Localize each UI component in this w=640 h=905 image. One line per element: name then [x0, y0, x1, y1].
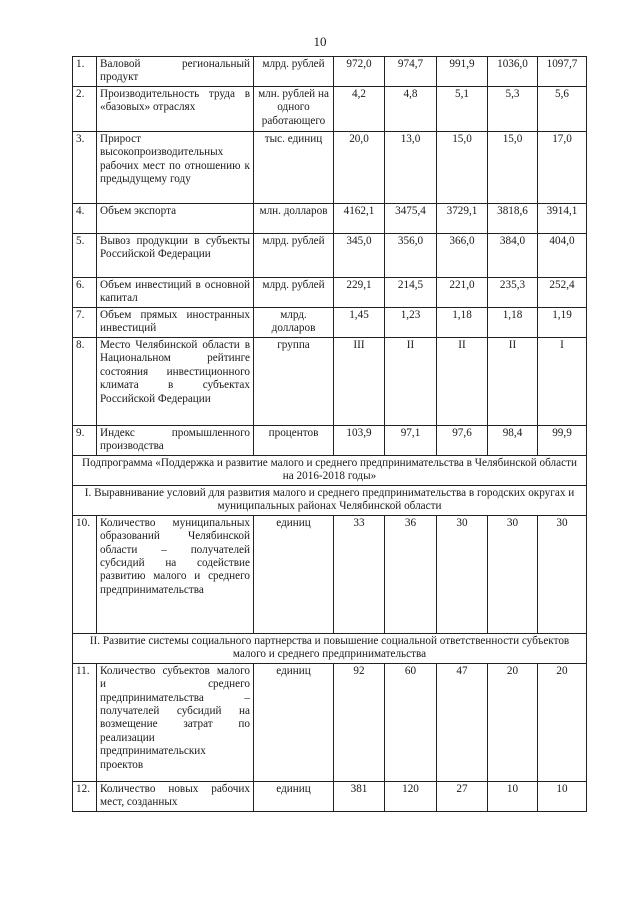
value-cell: 120 [385, 781, 437, 811]
indicator-name: Количество муниципальных образований Челябинской области – получателей субсидий на содействие развитию малого и среднего предпринимательства [97, 515, 254, 633]
value-cell: 4,2 [334, 87, 385, 132]
value-cell: 221,0 [437, 278, 488, 308]
unit-cell: млрд. рублей [254, 57, 334, 87]
indicator-name: Количество новых рабочих мест, созданных [97, 781, 254, 811]
row-number: 5. [73, 234, 97, 278]
value-cell: 3475,4 [385, 204, 437, 234]
table-row [73, 426, 587, 456]
value-cell: 33 [334, 515, 385, 633]
table-row [73, 663, 587, 781]
row-number: 6. [73, 278, 97, 308]
indicators-table [72, 56, 587, 812]
value-cell: 214,5 [385, 278, 437, 308]
unit-cell: единиц [254, 663, 334, 781]
value-cell: 30 [488, 515, 538, 633]
table-row [73, 278, 587, 308]
table-row [73, 234, 587, 278]
row-number: 11. [73, 663, 97, 781]
value-cell: I [538, 338, 587, 426]
unit-cell: единиц [254, 781, 334, 811]
table-row [73, 308, 587, 338]
value-cell: 974,7 [385, 57, 437, 87]
section-row [73, 633, 587, 663]
value-cell: 1,19 [538, 308, 587, 338]
unit-cell: тыс. единиц [254, 132, 334, 204]
value-cell: 20,0 [334, 132, 385, 204]
row-number: 1. [73, 57, 97, 87]
value-cell: 991,9 [437, 57, 488, 87]
value-cell: 103,9 [334, 426, 385, 456]
table-row [73, 204, 587, 234]
value-cell: 5,3 [488, 87, 538, 132]
unit-cell: млрд. долларов [254, 308, 334, 338]
value-cell: 1,23 [385, 308, 437, 338]
value-cell: 5,1 [437, 87, 488, 132]
value-cell: II [437, 338, 488, 426]
table-row [73, 132, 587, 204]
section-row [73, 485, 587, 515]
value-cell: 3914,1 [538, 204, 587, 234]
section-title: I. Выравнивание условий для развития малого и среднего предпринимательства в городских округах и муниципальных районах Челябинской области [73, 485, 587, 515]
value-cell: 5,6 [538, 87, 587, 132]
indicator-name: Место Челябинской области в Национальном рейтинге состояния инвестиционного климата в субъектах Российской Федерации [97, 338, 254, 426]
value-cell: 1,45 [334, 308, 385, 338]
unit-cell: млрд. рублей [254, 234, 334, 278]
row-number: 3. [73, 132, 97, 204]
subprogram-title: Подпрограмма «Поддержка и развитие малого и среднего предпринимательства в Челябинской области на 2016-2018 годы» [73, 455, 587, 485]
value-cell: 381 [334, 781, 385, 811]
value-cell: 13,0 [385, 132, 437, 204]
value-cell: 17,0 [538, 132, 587, 204]
value-cell: 4,8 [385, 87, 437, 132]
unit-cell: процентов [254, 426, 334, 456]
section-title: II. Развитие системы социального партнерства и повышение социальной ответственности субъектов малого и среднего предпринимательства [73, 633, 587, 663]
value-cell: 404,0 [538, 234, 587, 278]
row-number: 12. [73, 781, 97, 811]
unit-cell: единиц [254, 515, 334, 633]
value-cell: 10 [488, 781, 538, 811]
value-cell: 4162,1 [334, 204, 385, 234]
indicator-name: Индекс промышленного производства [97, 426, 254, 456]
indicator-name: Количество субъектов малого и среднего предпринимательства – получателей субсидий на возмещение затрат по реализации предпринимательских проектов [97, 663, 254, 781]
value-cell: 252,4 [538, 278, 587, 308]
value-cell: 229,1 [334, 278, 385, 308]
value-cell: 97,1 [385, 426, 437, 456]
value-cell: 1,18 [488, 308, 538, 338]
unit-cell: млн. рублей на одного работающего [254, 87, 334, 132]
value-cell: 235,3 [488, 278, 538, 308]
row-number: 7. [73, 308, 97, 338]
value-cell: 99,9 [538, 426, 587, 456]
value-cell: 15,0 [437, 132, 488, 204]
table-row [73, 781, 587, 811]
row-number: 10. [73, 515, 97, 633]
value-cell: III [334, 338, 385, 426]
value-cell: 92 [334, 663, 385, 781]
value-cell: 98,4 [488, 426, 538, 456]
value-cell: 345,0 [334, 234, 385, 278]
indicator-name: Прирост высокопроизводительных рабочих мест по отношению к предыдущему году [97, 132, 254, 204]
row-number: 2. [73, 87, 97, 132]
row-number: 8. [73, 338, 97, 426]
unit-cell: млн. долларов [254, 204, 334, 234]
value-cell: 972,0 [334, 57, 385, 87]
indicator-name: Объем прямых иностранных инвестиций [97, 308, 254, 338]
value-cell: 10 [538, 781, 587, 811]
value-cell: 27 [437, 781, 488, 811]
value-cell: 1,18 [437, 308, 488, 338]
value-cell: 15,0 [488, 132, 538, 204]
unit-cell: группа [254, 338, 334, 426]
page-number: 10 [313, 34, 327, 49]
value-cell: 3818,6 [488, 204, 538, 234]
table-row [73, 57, 587, 87]
value-cell: 20 [538, 663, 587, 781]
value-cell: 366,0 [437, 234, 488, 278]
indicator-name: Объем инвестиций в основной капитал [97, 278, 254, 308]
value-cell: 97,6 [437, 426, 488, 456]
value-cell: 1036,0 [488, 57, 538, 87]
value-cell: 356,0 [385, 234, 437, 278]
value-cell: II [488, 338, 538, 426]
value-cell: 1097,7 [538, 57, 587, 87]
value-cell: 3729,1 [437, 204, 488, 234]
row-number: 9. [73, 426, 97, 456]
row-number: 4. [73, 204, 97, 234]
value-cell: II [385, 338, 437, 426]
value-cell: 30 [437, 515, 488, 633]
value-cell: 60 [385, 663, 437, 781]
subprogram-row [73, 455, 587, 485]
table-row [73, 338, 587, 426]
unit-cell: млрд. рублей [254, 278, 334, 308]
table-row [73, 515, 587, 633]
indicator-name: Производительность труда в «базовых» отраслях [97, 87, 254, 132]
indicator-name: Валовой региональный продукт [97, 57, 254, 87]
value-cell: 30 [538, 515, 587, 633]
value-cell: 384,0 [488, 234, 538, 278]
table-row [73, 87, 587, 132]
value-cell: 20 [488, 663, 538, 781]
indicator-name: Вывоз продукции в субъекты Российской Федерации [97, 234, 254, 278]
value-cell: 47 [437, 663, 488, 781]
value-cell: 36 [385, 515, 437, 633]
indicator-name: Объем экспорта [97, 204, 254, 234]
